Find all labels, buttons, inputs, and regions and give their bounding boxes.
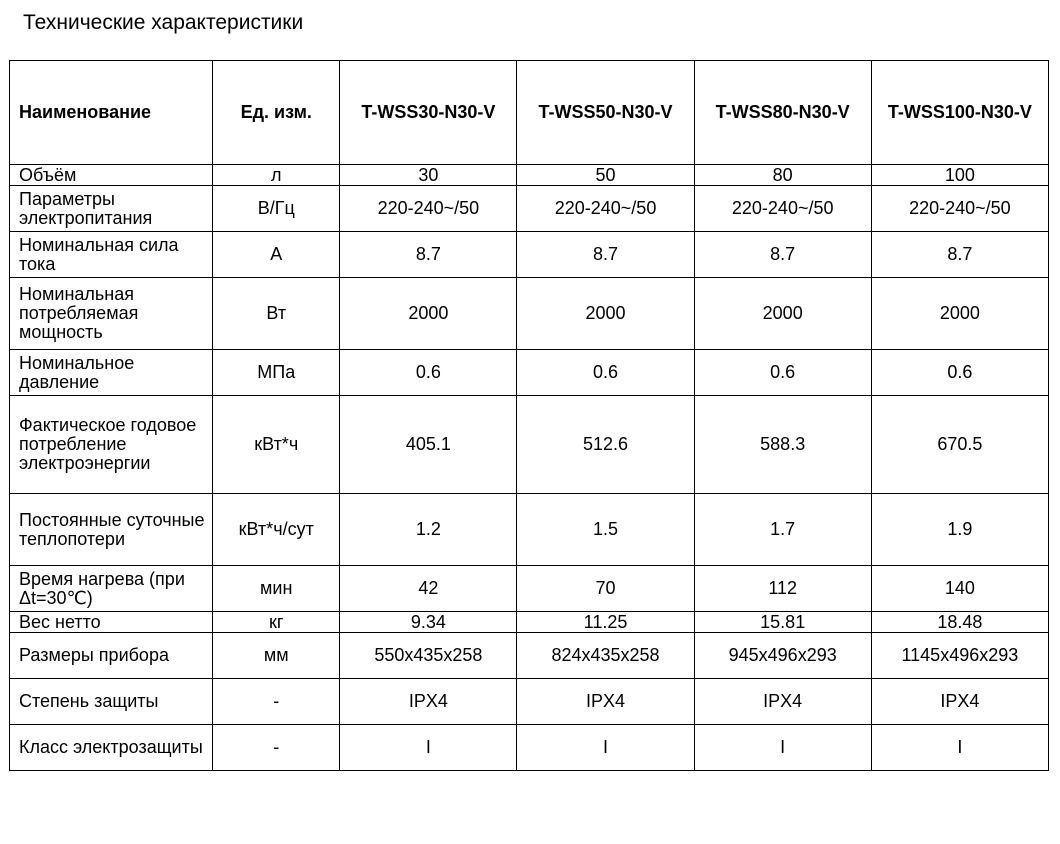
value-cell: 8.7 (694, 232, 871, 278)
param-name: Постоянные суточные теплопотери (10, 494, 213, 566)
header-model-wss100: T-WSS100-N30-V (871, 61, 1048, 165)
value-cell: IPX4 (871, 679, 1048, 725)
value-cell: 8.7 (340, 232, 517, 278)
value-cell: IPX4 (340, 679, 517, 725)
value-cell: 140 (871, 566, 1048, 612)
value-cell: 588.3 (694, 396, 871, 494)
table-row (10, 633, 1049, 679)
table-row (10, 350, 1049, 396)
table-row (10, 612, 1049, 633)
value-cell: 220-240~/50 (340, 186, 517, 232)
value-cell: 405.1 (340, 396, 517, 494)
param-name: Время нагрева (при Δt=30℃) (10, 566, 213, 612)
table-row (10, 232, 1049, 278)
value-cell: 1.2 (340, 494, 517, 566)
header-model-wss80: T-WSS80-N30-V (694, 61, 871, 165)
value-cell: 70 (517, 566, 694, 612)
param-name: Объём (10, 165, 213, 186)
param-unit: кВт*ч (213, 396, 340, 494)
value-cell: 80 (694, 165, 871, 186)
value-cell: 42 (340, 566, 517, 612)
param-name: Вес нетто (10, 612, 213, 633)
value-cell: 30 (340, 165, 517, 186)
value-cell: 945x496x293 (694, 633, 871, 679)
param-name: Степень защиты (10, 679, 213, 725)
value-cell: 11.25 (517, 612, 694, 633)
value-cell: 100 (871, 165, 1048, 186)
table-row (10, 396, 1049, 494)
param-unit: В/Гц (213, 186, 340, 232)
value-cell: 2000 (871, 278, 1048, 350)
value-cell: 1.5 (517, 494, 694, 566)
param-unit: мин (213, 566, 340, 612)
value-cell: 2000 (340, 278, 517, 350)
header-name: Наименование (10, 61, 213, 165)
param-unit: Вт (213, 278, 340, 350)
table-row (10, 186, 1049, 232)
value-cell: 8.7 (871, 232, 1048, 278)
value-cell: 512.6 (517, 396, 694, 494)
param-name: Номинальное давление (10, 350, 213, 396)
value-cell: IPX4 (517, 679, 694, 725)
header-model-wss50: T-WSS50-N30-V (517, 61, 694, 165)
value-cell: 1.7 (694, 494, 871, 566)
value-cell: 1145x496x293 (871, 633, 1048, 679)
specifications-table (9, 60, 1049, 771)
value-cell: 824x435x258 (517, 633, 694, 679)
table-row (10, 278, 1049, 350)
param-name: Параметры электропитания (10, 186, 213, 232)
value-cell: 50 (517, 165, 694, 186)
value-cell: 0.6 (694, 350, 871, 396)
value-cell: IPX4 (694, 679, 871, 725)
table-header-row (10, 61, 1049, 165)
value-cell: 9.34 (340, 612, 517, 633)
value-cell: 0.6 (871, 350, 1048, 396)
table-row (10, 725, 1049, 771)
header-unit: Ед. изм. (213, 61, 340, 165)
value-cell: 15.81 (694, 612, 871, 633)
param-unit: кг (213, 612, 340, 633)
value-cell: 0.6 (340, 350, 517, 396)
param-name: Фактическое годовое потребление электроэнергии (10, 396, 213, 494)
value-cell: 1.9 (871, 494, 1048, 566)
param-name: Номинальная сила тока (10, 232, 213, 278)
value-cell: 18.48 (871, 612, 1048, 633)
value-cell: 550x435x258 (340, 633, 517, 679)
value-cell: 220-240~/50 (517, 186, 694, 232)
value-cell: I (340, 725, 517, 771)
value-cell: I (694, 725, 871, 771)
value-cell: 220-240~/50 (871, 186, 1048, 232)
value-cell: I (517, 725, 694, 771)
document-title: Технические характеристики (23, 11, 304, 34)
param-name: Класс электрозащиты (10, 725, 213, 771)
table-row (10, 165, 1049, 186)
param-unit: - (213, 679, 340, 725)
table-row (10, 679, 1049, 725)
table-row (10, 566, 1049, 612)
value-cell: 8.7 (517, 232, 694, 278)
param-unit: кВт*ч/сут (213, 494, 340, 566)
value-cell: I (871, 725, 1048, 771)
param-unit: л (213, 165, 340, 186)
value-cell: 670.5 (871, 396, 1048, 494)
value-cell: 0.6 (517, 350, 694, 396)
value-cell: 2000 (517, 278, 694, 350)
param-unit: А (213, 232, 340, 278)
table-row (10, 494, 1049, 566)
value-cell: 112 (694, 566, 871, 612)
param-name: Номинальная потребляемая мощность (10, 278, 213, 350)
value-cell: 220-240~/50 (694, 186, 871, 232)
value-cell: 2000 (694, 278, 871, 350)
param-unit: МПа (213, 350, 340, 396)
param-unit: мм (213, 633, 340, 679)
param-name: Размеры прибора (10, 633, 213, 679)
param-unit: - (213, 725, 340, 771)
header-model-wss30: T-WSS30-N30-V (340, 61, 517, 165)
